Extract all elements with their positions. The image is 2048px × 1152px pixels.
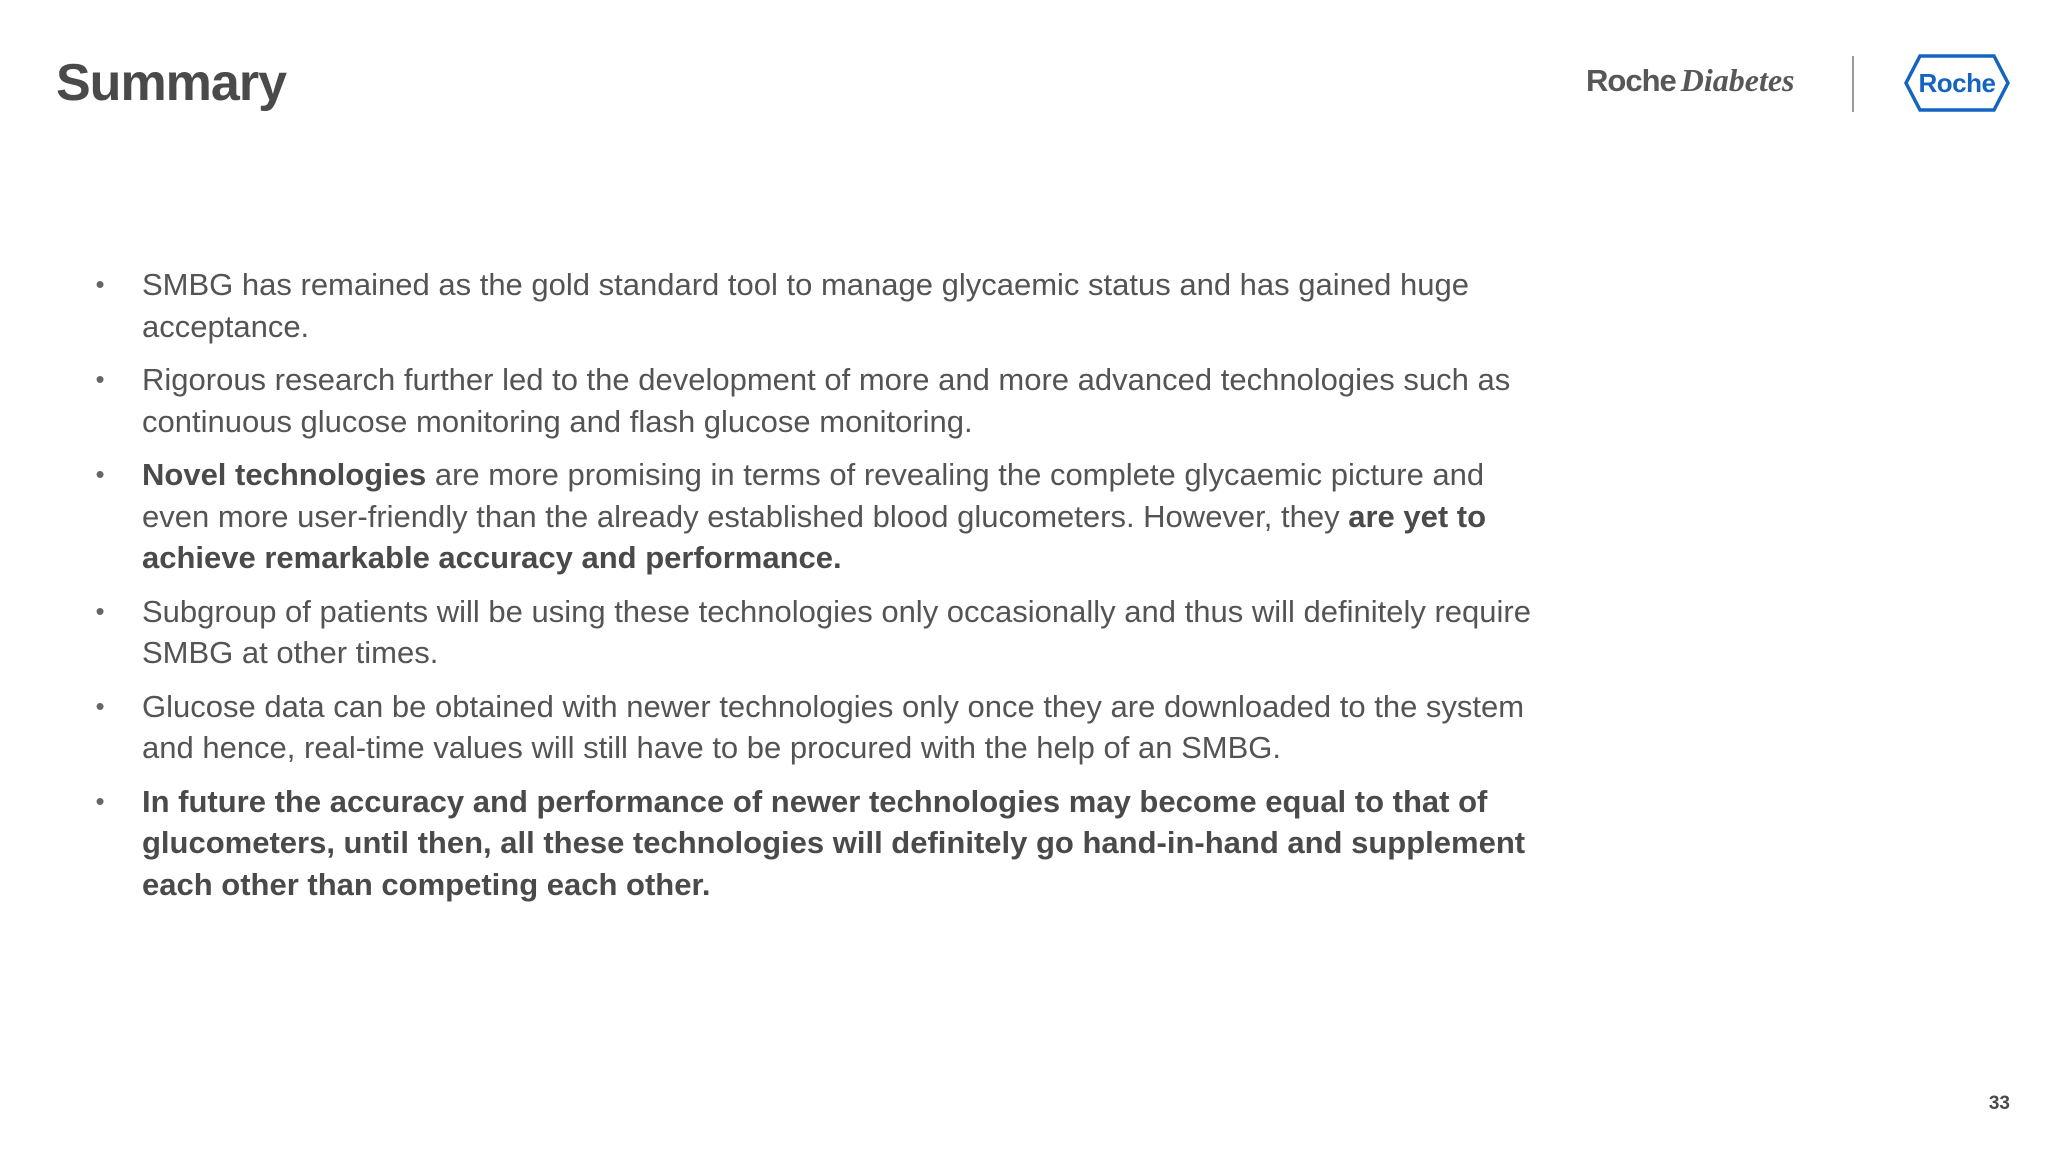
roche-diabetes-wordmark (1586, 62, 1795, 106)
roche-hexagon-logo (1904, 54, 2010, 112)
bullet-item (90, 264, 1550, 347)
summary-bullet-list (90, 264, 1550, 917)
bullet-text: SMBG has remained as the gold standard tool to manage glycaemic status and has gained huge acceptance. (142, 267, 1469, 344)
brand-roche-word: Roche (1586, 63, 1676, 98)
bullet-marker: • (95, 459, 105, 489)
brand-diabetes-word: Diabetes (1680, 62, 1795, 98)
bullet-marker: • (95, 269, 105, 299)
bullet-item (90, 781, 1550, 906)
bullet-item (90, 454, 1550, 579)
roche-logo-text: Roche (1918, 68, 1996, 98)
bullet-item (90, 359, 1550, 442)
bullet-marker: • (95, 690, 105, 721)
bullet-text-bold: Novel technologies (142, 457, 427, 492)
bullet-text: Glucose data can be obtained with newer technologies only once they are downloaded to the system and hence, real-time values will still have to be procured with the help of an SMBG. (142, 688, 1525, 765)
bullet-marker: • (95, 595, 105, 626)
bullet-marker: • (95, 364, 105, 394)
bullet-text: Rigorous research further led to the development of more and more advanced technologies such as continuous glucose monitoring and flash glucose monitoring. (142, 362, 1511, 439)
bullet-text-bold: are yet to achieve remarkable accuracy and performance. (142, 498, 1487, 575)
bullet-text: are more promising in terms of revealing the complete glycaemic picture and even more user-friendly than the already established blood glucometers. However, they (142, 457, 1485, 534)
bullet-text: Subgroup of patients will be using these technologies only occasionally and thus will definitely require SMBG at other times. (142, 593, 1531, 670)
slide-title: Summary (56, 54, 286, 112)
bullet-item (90, 591, 1550, 674)
header-divider (1852, 56, 1854, 112)
page-number: 33 (1988, 1093, 2010, 1114)
bullet-marker: • (95, 785, 105, 816)
bullet-text-bold: In future the accuracy and performance of newer technologies may become equal to that of glucometers, until then, all these technologies will definitely go hand-in-hand and supplement each other than competing each other. (142, 783, 1526, 902)
bullet-item (90, 686, 1550, 769)
